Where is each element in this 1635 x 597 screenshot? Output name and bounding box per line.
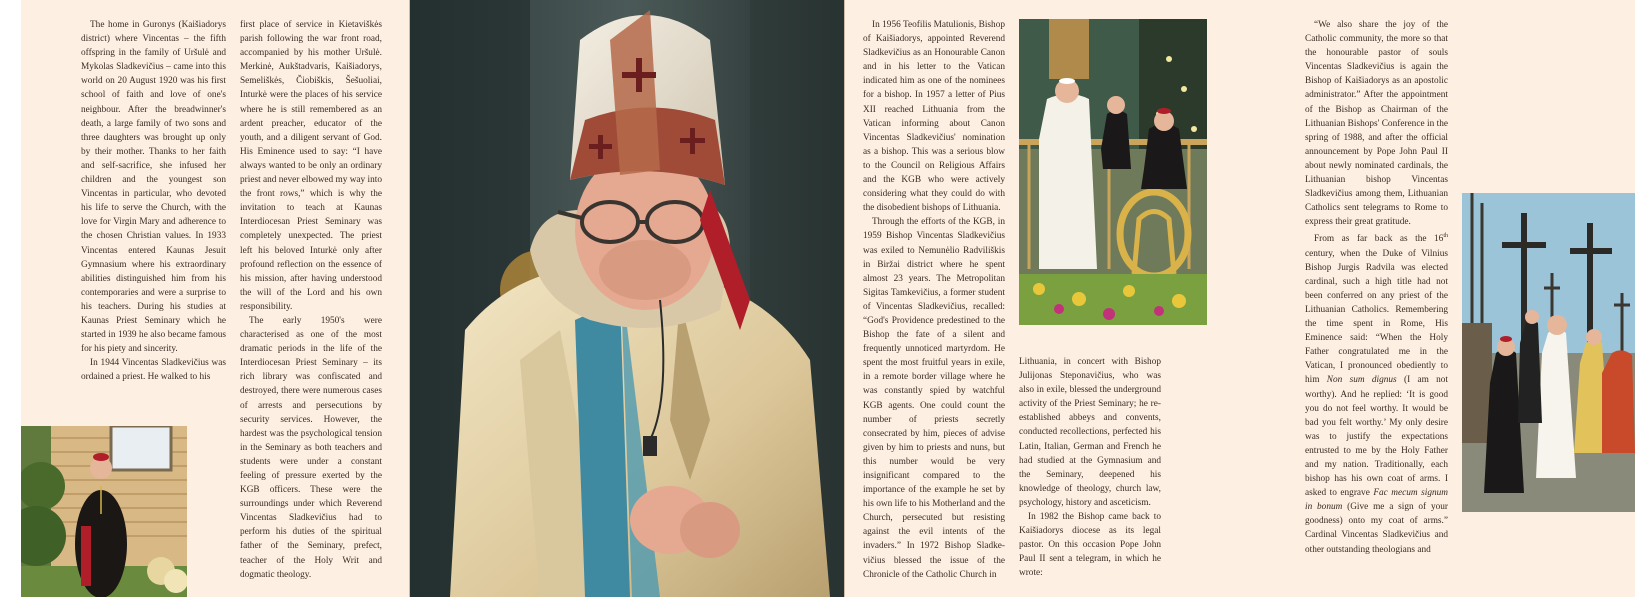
photo-bishop-portrait [410,0,844,597]
superscript: th [1443,233,1448,240]
text-run: From as far back as the 16 [1314,234,1444,245]
paragraph: In 1982 the Bishop came back to Kaišiadorys diocese as its legal pastor. On this occasion Pope John Paul II sent a telegram, in which he wrote: [1019,512,1161,579]
paragraph: In 1956 Teofilis Matulionis, Bishop of Kaišiadorys, appointed Reverend Sladkevičius as an Honourable Canon and in his letter to the Vatican indicated him as one of the nominees for a bishop. In 1957 a letter of Pius XII reached Lithuania from the Vatican informing about Canon Vincentas Sladkevičius' nomination as a bishop. This was a serious blow to the Council on Religious Affairs and the KGB who were actively considering what they could do with the disobedient bishops of Lithuania. [863,20,1005,214]
paragraph: Through the efforts of the KGB, in 1959 Bishop Vincentas Sladkevičius was exiled to Nemunėlio Radviliškis in Biržai district where he spent almost 23 years. The Metropolitan Sigitas Tamkevičius, a former student of Vincentas Sladkevičius, recalled: “God's Providence predestined to the Bishop the fate of a silent and frequently unnoticed martyrdom. He spent the most fruitful years in exile, in a remote border village where he was constantly spied by watchful KGB agents. One could count the number of priests secretly consecrated by him, pieces of advise given by him to priests and nuns, but this number would be very insignificant compared to the importance of the example he set by his own life to his Motherland and the Church, persecuted but resisting against the evil intents of the invaders.” In 1972 Bishop Sladke-vičius blessed the issue of the Chronicle of the Catholic Church in [863,217,1005,580]
text-column-4 [1019,355,1161,581]
page-left-margin [0,0,21,597]
text-column-1 [81,18,226,384]
bishop-portrait-image [410,0,844,597]
latin-phrase: Fac mecum signum in bonum [1305,488,1448,513]
hill-of-crosses-image [1462,193,1635,512]
paragraph: The early 1950's were characterised as one of the most dramatic periods in the life of the Interdiocesan Priest Seminary – its rich library was confiscated and destroyed, there were numerous cases of arrests and persecutions by security services. However, the hardest was the psychological tension in the Seminary as both teachers and students were under a constant feeling of pressure exerted by the KGB officers. These were the surroundings under which Reverend Vincentas Sladkevičius had to perform his duties of the spiritual father of the Seminary, prefect, teacher of the Holy Writ and dogmatic theology. [240,315,382,580]
paragraph: first place of service in Kietaviškės parish following the war front road, accompanied by his mother Uršulė. Merkinė, Aukštadvaris, Kaišiadorys, Semeliškės, Čiobiškis, Šešuoliai, Inturkė were the places of his service where he is still remembered as an ardent preacher, educator of the youth, and a diligent servant of God. His Eminence used to say: “I have always wanted to be only an ordinary priest and never elbowed my way into the front rows,” which is why the invitation to teach at Kaunas Interdiocesan Priest Seminary was completely unexpected. The priest left his beloved Inturkė only after profound reflection on the essence of his mission, after having understood the will of the Lord and his own responsibility. [240,20,382,312]
paragraph: Lithuania, in concert with Bishop Julijonas Steponavičius, who was also in exile, blessed the underground activity of the Priest Seminary; he re-established abbeys and convents, conducted recollections, perfected his Latin, Italian, German and French he had studied at the Gymnasium and the Seminary, deepened his knowledge of theology, church law, psychology, history and asceticism. [1019,357,1161,508]
text-column-5 [1305,18,1448,557]
bishop-at-house-image [21,426,187,597]
photo-bishop-at-house [21,426,187,597]
text-run: century, when the Duke of Vilnius Bishop Jurgis Radvila was elected cardinal, such a high title had not been conferred on any priest of the Lithuanian Catholics. Remembering the time spent in Rome, His Eminence said: “When the Holy Father congratulated me in the Vatican, I pronounced obediently to him [1305,248,1448,386]
photo-pope-visit [1019,19,1207,325]
column-divider [844,0,845,597]
text-column-2 [240,18,382,582]
paragraph [1305,229,1448,556]
text-column-3 [863,18,1005,582]
text-run: (Give me a sign of your goodness) onto my coat of arms.” Cardinal Vincentas Sladkevičius and other outstanding theologians and [1305,502,1448,555]
latin-phrase: Non sum dignus [1326,375,1397,386]
paragraph: The home in Guronys (Kaišiadorys district) where Vincentas – the fifth offspring in the family of Uršulė and Mykolas Sladkevičius – came into this world on 20 August 1920 was his first school of faith and love of one's neighbour. After the breadwinner's death, a large family of two sons and three daughters was brought up only by their mother. Thanks to her faith and self-sacrifice, she infused her children and the youngest son Vincentas in particular, who devoted his life to serve the Church, with the love for Virgin Mary and adherence to the chosen Christian values. In 1933 Vincentas entered Kaunas Jesuit Gymnasium where his extraordinary abilities distinguished him from his contemporaries and were a surprise to his teachers. During his studies at Kaunas Priest Seminary which he started in 1939 he also became famous for his piety and sincerity. [81,20,226,355]
paragraph: In 1944 Vincentas Sladkevičius was ordained a priest. He walked to his [81,358,226,383]
pope-visit-image [1019,19,1207,325]
text-run: (I am not worthy). And he replied: ‘It is good you do not feel worthy. It would be bad you felt worthy.’ My only desire was to justify the expectations entrusted to me by the Holy Father and my nation. Traditionally, each bishop has his own coat of arms. I asked to engrave [1305,375,1449,499]
paragraph: “We also share the joy of the Catholic community, the more so that the honourable pastor of souls Vincentas Sladkevičius is again the Bishop of Kaišiadorys as an apostolic administrator.” After the appointment of the Bishop as Chairman of the Lithuanian Bishops' Conference in the spring of 1988, and after the official announcement by Pope John Paul II about newly nominated cardinals, the Lithuanian bishop Vincentas Sladkevičius among them, Lithuanian Catholics sent telegrams to Rome to express their great gratitude. [1305,20,1448,228]
photo-hill-of-crosses [1462,193,1635,512]
